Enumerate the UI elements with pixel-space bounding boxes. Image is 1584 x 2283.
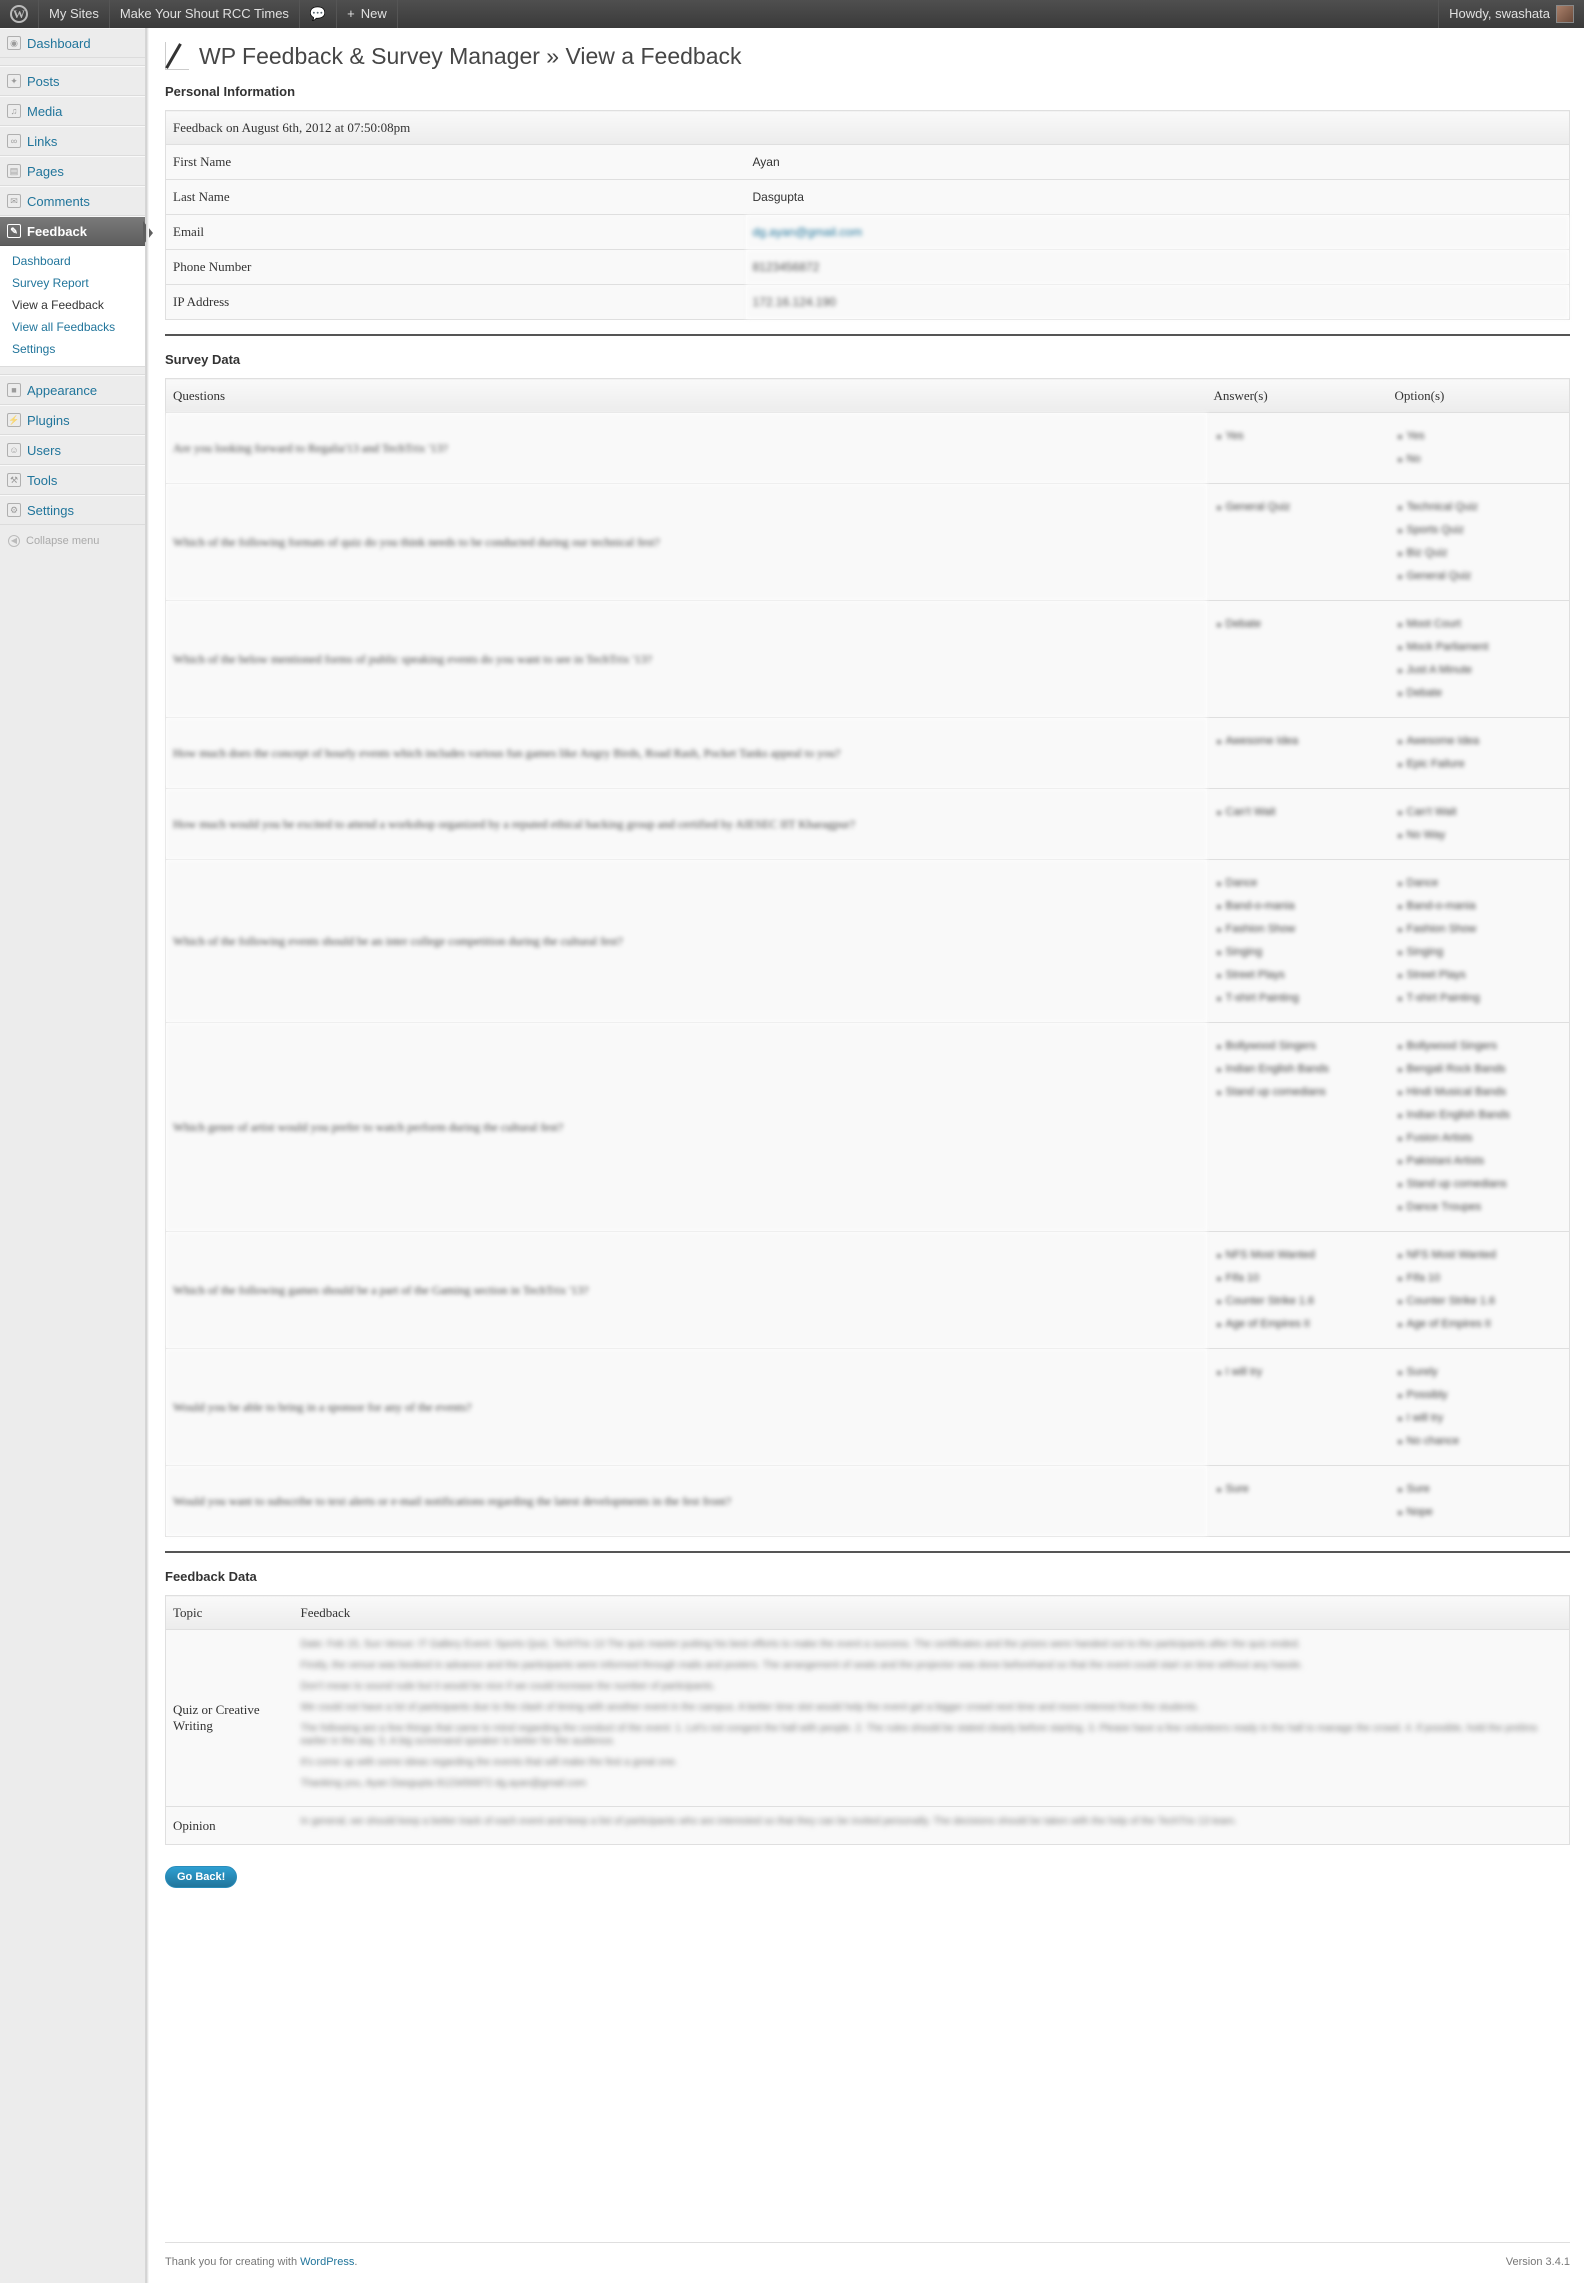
answer-item: NFS Most Wanted — [1214, 1244, 1381, 1267]
option-item: Awesome Idea — [1395, 730, 1563, 753]
submenu-dashboard[interactable]: Dashboard — [12, 254, 71, 268]
answer-item: Can't Wait — [1214, 801, 1381, 824]
answer-list — [1214, 1244, 1381, 1336]
option-list — [1395, 1361, 1563, 1453]
page-header — [165, 28, 1570, 84]
answer-list — [1214, 872, 1381, 1010]
survey-answers — [1207, 413, 1388, 484]
personal-info-section — [165, 84, 1570, 320]
section-divider — [165, 1551, 1570, 1553]
feedback-data-heading: Feedback Data — [165, 1569, 257, 1584]
menu-plugins[interactable] — [0, 405, 145, 435]
wp-logo-menu[interactable] — [0, 0, 39, 28]
info-row — [166, 215, 1570, 250]
survey-options — [1388, 1023, 1570, 1232]
answer-item: Counter Strike 1.6 — [1214, 1290, 1381, 1313]
survey-answers — [1207, 1349, 1388, 1466]
users-icon: ☺ — [7, 443, 21, 457]
new-label: New — [360, 6, 387, 21]
menu-pages[interactable] — [0, 156, 145, 186]
feedback-paragraph: Firstly, the venue was booked in advance and the participants were informed through mails and posters. The arrangement of seats and the projector was done beforehand so that the event could start on time without any hassle. — [300, 1660, 1303, 1671]
menu-posts[interactable] — [0, 66, 145, 96]
survey-question: Which of the following events should be an inter college competition during the cultural fest? — [166, 860, 1207, 1023]
answer-list — [1214, 1478, 1381, 1501]
feedback-paragraph: It's come up with some ideas regarding the events that will make the fest a great one. — [300, 1757, 678, 1768]
questions-column-header: Questions — [166, 379, 1207, 413]
survey-question: Which genre of artist would you prefer to watch perform during the cultural fest? — [166, 1023, 1207, 1232]
survey-options — [1388, 1349, 1570, 1466]
option-list — [1395, 872, 1563, 1010]
survey-table — [165, 378, 1570, 1537]
option-item: Nope — [1395, 1501, 1563, 1524]
info-label: Last Name — [166, 180, 746, 215]
answers-column-header: Answer(s) — [1207, 379, 1388, 413]
feedback-column-header: Feedback — [294, 1596, 1570, 1630]
answer-list — [1214, 801, 1381, 824]
survey-row — [166, 1349, 1570, 1466]
info-value: 172.16.124.190 — [746, 285, 1570, 320]
avatar — [1556, 5, 1574, 23]
appearance-icon: ■ — [7, 383, 21, 397]
answer-item: Age of Empires II — [1214, 1313, 1381, 1336]
survey-question: Are you looking forward to Regalia'13 and TechTrix '13? — [166, 413, 1207, 484]
plus-icon: + — [347, 6, 355, 21]
option-item: Band-o-mania — [1395, 895, 1563, 918]
survey-question: Which of the below mentioned forms of public speaking events do you want to see in TechTrix '13? — [166, 601, 1207, 718]
survey-row — [166, 601, 1570, 718]
option-item: Sports Quiz — [1395, 519, 1563, 542]
survey-options — [1388, 789, 1570, 860]
survey-data-section — [165, 352, 1570, 1537]
info-label: IP Address — [166, 285, 746, 320]
answer-list — [1214, 425, 1381, 448]
info-label: First Name — [166, 145, 746, 180]
feedback-table — [165, 1595, 1570, 1845]
footer-thanks-text: Thank you for creating with — [165, 2256, 301, 2268]
section-divider — [165, 334, 1570, 336]
survey-row — [166, 789, 1570, 860]
menu-links[interactable] — [0, 126, 145, 156]
option-list — [1395, 425, 1563, 471]
option-list — [1395, 496, 1563, 588]
feedback-text — [301, 1807, 1563, 1844]
option-item: Can't Wait — [1395, 801, 1563, 824]
answer-item: Dance — [1214, 872, 1381, 895]
survey-options — [1388, 413, 1570, 484]
option-item: Sure — [1395, 1478, 1563, 1501]
option-list — [1395, 1478, 1563, 1524]
answer-item: I will try — [1214, 1361, 1381, 1384]
new-content-menu[interactable] — [337, 0, 398, 28]
info-value: Ayan — [746, 145, 1570, 180]
footer-thanks-suffix: . — [354, 2256, 358, 2268]
admin-bar — [0, 0, 1584, 28]
submenu-view-all-feedbacks[interactable]: View all Feedbacks — [12, 320, 116, 334]
submenu-view-a-feedback[interactable]: View a Feedback — [12, 298, 104, 312]
topic-column-header: Topic — [166, 1596, 294, 1630]
option-item: Dance — [1395, 872, 1563, 895]
option-list — [1395, 1035, 1563, 1219]
survey-options — [1388, 1466, 1570, 1537]
feedback-paragraph: The following are a few things that came to mind regarding the conduct of the event: 1. Let's not congest the hall with people. 2. The rules should be stated clearly before starting. 3. Please have a few volunteers ready in the hall to manage the crowd. 4. If possible, hold the prelims earlier in the day. 5. A big screenand speaker is better for the audience. — [300, 1723, 1538, 1747]
feedback-topic: Opinion — [166, 1807, 294, 1845]
survey-row — [166, 413, 1570, 484]
option-item: Indian English Bands — [1395, 1104, 1563, 1127]
dashboard-icon: ◉ — [7, 36, 21, 50]
survey-options — [1388, 860, 1570, 1023]
survey-question: Which of the following formats of quiz do you think needs to be conducted during our technical fest? — [166, 484, 1207, 601]
personal-info-table — [165, 110, 1570, 320]
option-item: Age of Empires II — [1395, 1313, 1563, 1336]
option-item: Bengali Rock Bands — [1395, 1058, 1563, 1081]
account-menu[interactable] — [1438, 0, 1584, 28]
info-value[interactable]: dg.ayan@gmail.com — [746, 215, 1570, 250]
wordpress-logo-icon: W — [10, 5, 28, 23]
survey-options — [1388, 718, 1570, 789]
menu-label: Users — [27, 442, 61, 458]
tools-icon: ⚒ — [7, 473, 21, 487]
collapse-menu[interactable] — [0, 525, 145, 557]
comment-icon: ✉ — [7, 194, 21, 208]
answer-item: Singing — [1214, 941, 1381, 964]
feedback-topic: Quiz or Creative Writing — [166, 1630, 294, 1807]
footer-version: Version 3.4.1 — [1505, 2256, 1570, 2268]
option-item: NFS Most Wanted — [1395, 1244, 1563, 1267]
main-content — [165, 28, 1570, 1902]
menu-label: Plugins — [27, 412, 70, 428]
my-sites-menu[interactable] — [39, 0, 110, 28]
option-item: Moot Court — [1395, 613, 1563, 636]
footer — [165, 2242, 1570, 2268]
answer-item: Sure — [1214, 1478, 1381, 1501]
option-item: Stand up comedians — [1395, 1173, 1563, 1196]
option-item: Possibly — [1395, 1384, 1563, 1407]
option-item: I will try — [1395, 1407, 1563, 1430]
options-column-header: Option(s) — [1388, 379, 1570, 413]
answer-list — [1214, 730, 1381, 753]
feedback-row — [166, 1630, 1570, 1807]
menu-label: Settings — [27, 502, 74, 518]
greeting-label: Howdy, swashata — [1449, 6, 1550, 21]
survey-answers — [1207, 601, 1388, 718]
option-item: Street Plays — [1395, 964, 1563, 987]
menu-label: Dashboard — [27, 35, 91, 51]
answer-item: Bollywood Singers — [1214, 1035, 1381, 1058]
option-item: No chance — [1395, 1430, 1563, 1453]
feedback-content — [294, 1630, 1570, 1807]
survey-row — [166, 484, 1570, 601]
menu-label: Pages — [27, 163, 64, 179]
site-name-label: Make Your Shout RCC Times — [119, 6, 289, 21]
page-title: WP Feedback & Survey Manager » View a Feedback — [199, 42, 742, 69]
info-row — [166, 250, 1570, 285]
survey-options — [1388, 601, 1570, 718]
option-item: Pakistani Artists — [1395, 1150, 1563, 1173]
survey-row — [166, 1466, 1570, 1537]
option-item: General Quiz — [1395, 565, 1563, 588]
option-item: Yes — [1395, 425, 1563, 448]
pin-icon: ✦ — [7, 74, 21, 88]
answer-item: Street Plays — [1214, 964, 1381, 987]
link-icon: ∞ — [7, 134, 21, 148]
survey-answers — [1207, 1023, 1388, 1232]
menu-settings[interactable] — [0, 495, 145, 525]
menu-label: Feedback — [27, 223, 87, 239]
survey-row — [166, 718, 1570, 789]
menu-appearance[interactable] — [0, 375, 145, 405]
survey-answers — [1207, 718, 1388, 789]
submenu-survey-report[interactable]: Survey Report — [12, 276, 89, 290]
answer-list — [1214, 496, 1381, 519]
answer-item: Band-o-mania — [1214, 895, 1381, 918]
option-item: Just A Minute — [1395, 659, 1563, 682]
comments-menu[interactable] — [300, 0, 337, 28]
option-item: Debate — [1395, 682, 1563, 705]
answer-item: Debate — [1214, 613, 1381, 636]
menu-tools[interactable] — [0, 465, 145, 495]
settings-icon: ⚙ — [7, 503, 21, 517]
survey-question: Would you be able to bring in a sponsor for any of the events? — [166, 1349, 1207, 1466]
feedback-pen-icon — [165, 42, 189, 70]
plugin-icon: ⚡ — [8, 415, 20, 425]
menu-label: Links — [27, 133, 58, 149]
info-row — [166, 180, 1570, 215]
option-item: Biz Quiz — [1395, 542, 1563, 565]
survey-answers — [1207, 789, 1388, 860]
wordpress-link[interactable]: WordPress — [300, 2256, 355, 2268]
answer-item: Fashion Show — [1214, 918, 1381, 941]
feedback-row — [166, 1807, 1570, 1845]
answer-list — [1214, 1035, 1381, 1104]
survey-question: Would you want to subscribe to text alerts or e-mail notifications regarding the latest developments in the fest front? — [166, 1466, 1207, 1537]
go-back-button[interactable]: Go Back! — [165, 1866, 237, 1888]
option-item: T-shirt Painting — [1395, 987, 1563, 1010]
submitted-date: Feedback on August 6th, 2012 at 07:50:08pm — [166, 111, 1570, 145]
feedback-paragraph: Don't mean to sound rude but it would be nice if we could increase the number of participants. — [300, 1681, 716, 1692]
survey-row — [166, 1232, 1570, 1349]
menu-dashboard[interactable] — [0, 28, 145, 58]
feedback-icon: ✎ — [7, 224, 21, 238]
info-value: 8123456872 — [746, 250, 1570, 285]
info-row — [166, 145, 1570, 180]
option-item: Epic Failure — [1395, 753, 1563, 776]
personal-info-heading: Personal Information — [165, 84, 296, 99]
option-list — [1395, 801, 1563, 847]
option-item: Fifa 10 — [1395, 1267, 1563, 1290]
option-list — [1395, 1244, 1563, 1336]
menu-feedback[interactable] — [0, 216, 145, 246]
menu-comments[interactable] — [0, 186, 145, 216]
info-value: Dasgupta — [746, 180, 1570, 215]
info-label: Phone Number — [166, 250, 746, 285]
option-item: No Way — [1395, 824, 1563, 847]
answer-item: Fifa 10 — [1214, 1267, 1381, 1290]
menu-label: Appearance — [27, 382, 98, 398]
option-item: Singing — [1395, 941, 1563, 964]
survey-question: How much would you be excited to attend a workshop organized by a reputed ethical hacking group and certified by AIESEC IIT Kharagpur? — [166, 789, 1207, 860]
menu-separator — [0, 367, 145, 375]
menu-media[interactable] — [0, 96, 145, 126]
answer-item: Indian English Bands — [1214, 1058, 1381, 1081]
option-item: Fusion Artists — [1395, 1127, 1563, 1150]
survey-options — [1388, 1232, 1570, 1349]
survey-row — [166, 1023, 1570, 1232]
footer-thanks — [165, 2256, 357, 2268]
menu-label: Media — [27, 103, 63, 119]
menu-label: Tools — [27, 472, 58, 488]
collapse-arrow-icon: ◀ — [8, 535, 20, 547]
survey-answers — [1207, 1466, 1388, 1537]
option-item: Technical Quiz — [1395, 496, 1563, 519]
my-sites-label: My Sites — [49, 6, 99, 21]
feedback-submenu — [0, 246, 145, 367]
menu-users[interactable] — [0, 435, 145, 465]
answer-item: T-shirt Painting — [1214, 987, 1381, 1010]
option-item: Dance Troupes — [1395, 1196, 1563, 1219]
media-icon: ♫ — [7, 104, 21, 118]
page-icon: ▤ — [7, 164, 21, 178]
option-item: Fashion Show — [1395, 918, 1563, 941]
survey-options — [1388, 484, 1570, 601]
option-item: Surely — [1395, 1361, 1563, 1384]
answer-item: General Quiz — [1214, 496, 1381, 519]
survey-answers — [1207, 484, 1388, 601]
option-list — [1395, 613, 1563, 705]
submenu-settings[interactable]: Settings — [12, 342, 56, 356]
survey-answers — [1207, 860, 1388, 1023]
menu-separator — [0, 58, 145, 66]
survey-answers — [1207, 1232, 1388, 1349]
option-item: Mock Parliament — [1395, 636, 1563, 659]
menu-label: Comments — [27, 193, 90, 209]
option-item: Counter Strike 1.6 — [1395, 1290, 1563, 1313]
info-label: Email — [166, 215, 746, 250]
info-row — [166, 285, 1570, 320]
feedback-content — [294, 1807, 1570, 1845]
feedback-data-section — [165, 1569, 1570, 1888]
feedback-paragraph: We could not have a lot of participants due to the clash of timing with another event in the campus. A better time slot would help the event get a bigger crowd next time and more interest from the students. — [300, 1702, 1200, 1713]
survey-row — [166, 860, 1570, 1023]
survey-question: How much does the concept of hourly events which includes various fun games like Angry Birds, Road Rash, Pocket Tanks appeal to you? — [166, 718, 1207, 789]
option-item: Bollywood Singers — [1395, 1035, 1563, 1058]
answer-list — [1214, 613, 1381, 636]
answer-item: Yes — [1214, 425, 1381, 448]
comment-bubble-icon: 💬 — [309, 6, 327, 21]
option-item: No — [1395, 448, 1563, 471]
option-list — [1395, 730, 1563, 776]
survey-question: Which of the following games should be a part of the Gaming section in TechTrix '13? — [166, 1232, 1207, 1349]
feedback-paragraph: In general, we should keep a better track of each event and keep a list of participants who are interested so that they can be invited personally. The decisions should be taken with the help of the TechTrix 13 team. — [300, 1816, 1237, 1827]
survey-data-heading: Survey Data — [165, 352, 241, 367]
menu-label: Posts — [27, 73, 60, 89]
feedback-paragraph: Date: Feb 15, Sun Venue: IT Gallery Event: Sports Quiz, TechTrix 13 The quiz master putting his best efforts to make the event a success. The certificates and the prizes were handed out to the participants after the quiz ended. — [300, 1639, 1301, 1650]
answer-list — [1214, 1361, 1381, 1384]
answer-item: Stand up comedians — [1214, 1081, 1381, 1104]
feedback-text — [301, 1630, 1563, 1806]
site-name-menu[interactable] — [110, 0, 300, 28]
admin-sidebar — [0, 28, 146, 2283]
answer-item: Awesome Idea — [1214, 730, 1381, 753]
option-item: Hindi Musical Bands — [1395, 1081, 1563, 1104]
collapse-label: Collapse menu — [26, 535, 100, 547]
feedback-paragraph: Thanking you, Ayan Dasgupta 8123456872 dg.ayan@gmail.com — [300, 1778, 587, 1789]
